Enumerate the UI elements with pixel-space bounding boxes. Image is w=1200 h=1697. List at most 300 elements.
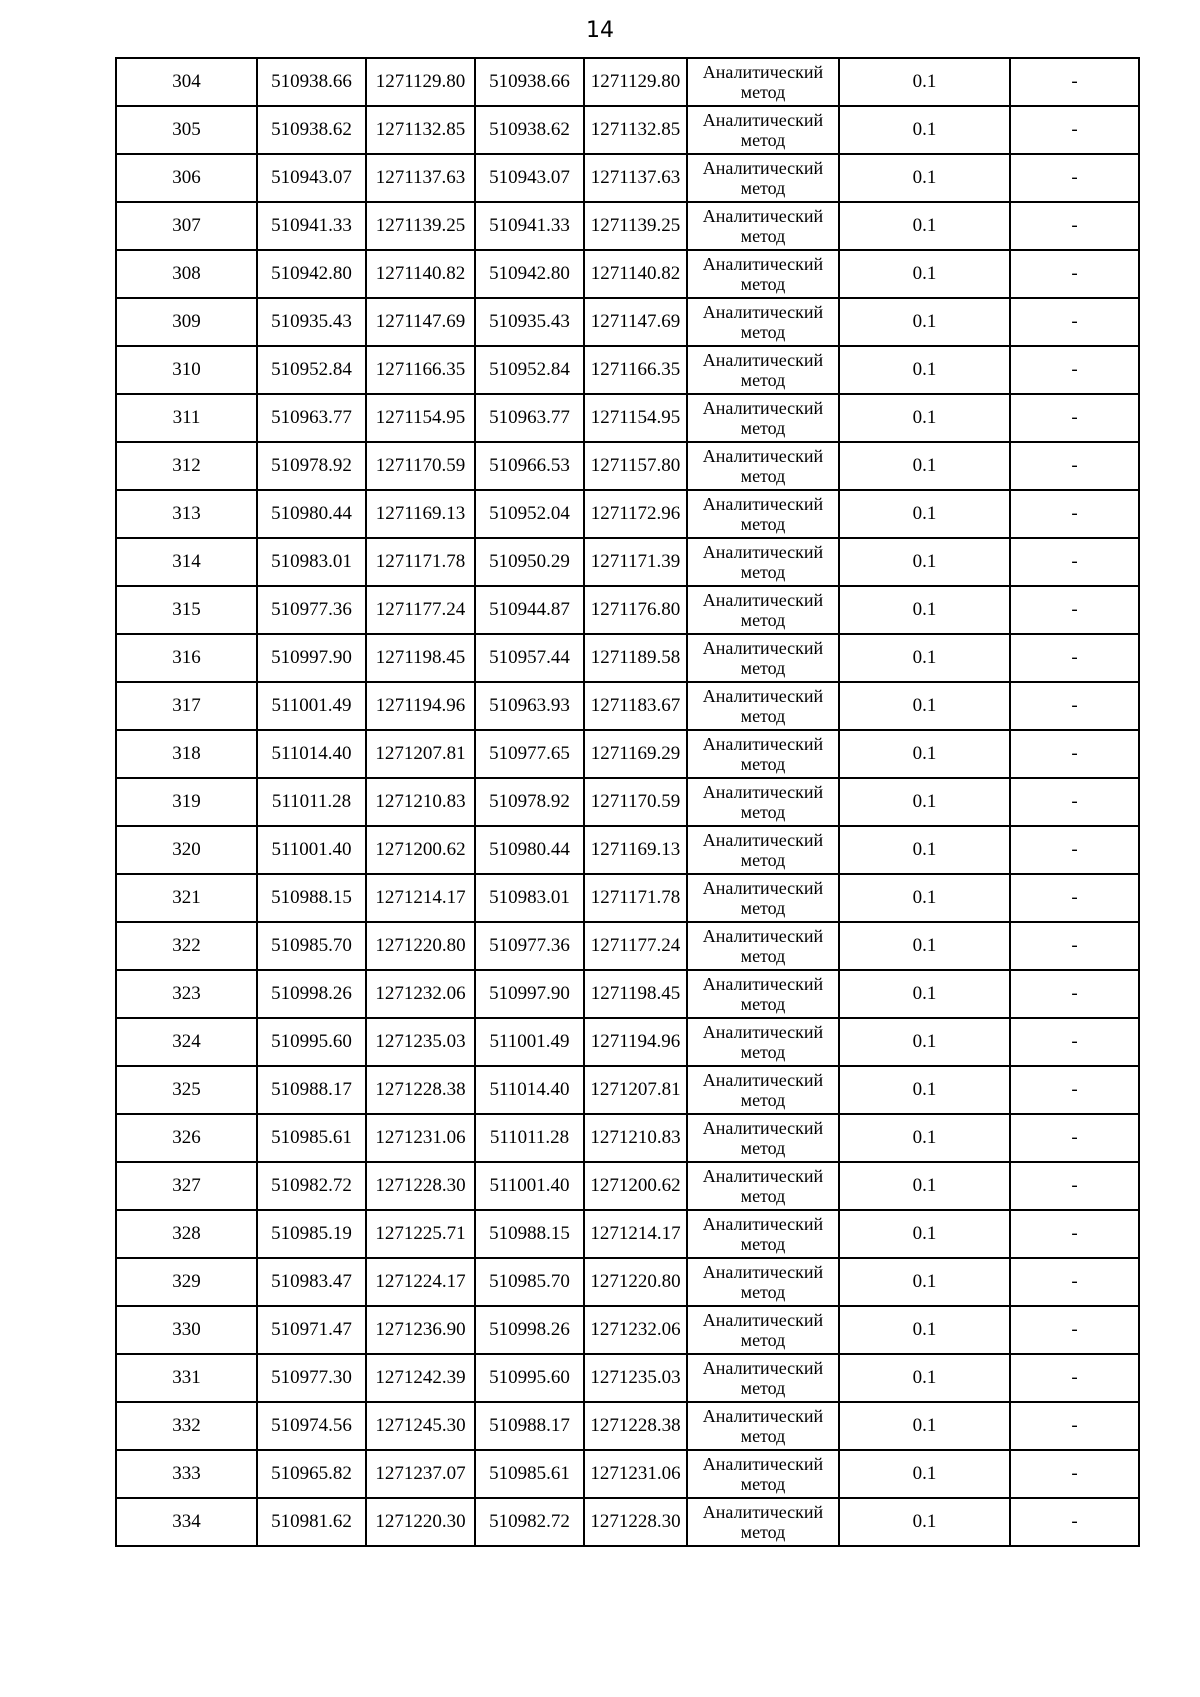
x2-cell: 510952.84: [475, 346, 584, 394]
y2-cell: 1271170.59: [584, 778, 687, 826]
note-cell: -: [1010, 586, 1139, 634]
coordinates-table-body: [116, 58, 1139, 1546]
method-cell: [687, 682, 839, 730]
note-cell: -: [1010, 826, 1139, 874]
x1-cell: 510971.47: [257, 1306, 366, 1354]
method-cell: [687, 58, 839, 106]
point-number-cell: 317: [116, 682, 257, 730]
method-line1: Аналитический: [702, 446, 824, 466]
method-line1: Аналитический: [702, 350, 824, 370]
accuracy-cell: 0.1: [839, 442, 1010, 490]
x2-cell: 510952.04: [475, 490, 584, 538]
y1-cell: 1271166.35: [366, 346, 475, 394]
method-line2: метод: [740, 1090, 786, 1110]
method-cell: [687, 442, 839, 490]
y2-cell: 1271232.06: [584, 1306, 687, 1354]
table-row: [116, 490, 1139, 538]
accuracy-cell: 0.1: [839, 778, 1010, 826]
accuracy-cell: 0.1: [839, 1498, 1010, 1546]
x2-cell: 510938.66: [475, 58, 584, 106]
method-line2: метод: [740, 706, 786, 726]
y2-cell: 1271228.30: [584, 1498, 687, 1546]
note-cell: -: [1010, 1066, 1139, 1114]
accuracy-cell: 0.1: [839, 682, 1010, 730]
table-row: [116, 1162, 1139, 1210]
accuracy-cell: 0.1: [839, 874, 1010, 922]
x1-cell: 510963.77: [257, 394, 366, 442]
y2-cell: 1271210.83: [584, 1114, 687, 1162]
y1-cell: 1271132.85: [366, 106, 475, 154]
note-cell: -: [1010, 1402, 1139, 1450]
table-row: [116, 778, 1139, 826]
y1-cell: 1271245.30: [366, 1402, 475, 1450]
method-line2: метод: [740, 322, 786, 342]
method-line1: Аналитический: [702, 254, 824, 274]
method-line1: Аналитический: [702, 782, 824, 802]
accuracy-cell: 0.1: [839, 1306, 1010, 1354]
x1-cell: 510985.61: [257, 1114, 366, 1162]
method-cell: [687, 202, 839, 250]
method-line1: Аналитический: [702, 1262, 824, 1282]
table-row: [116, 1402, 1139, 1450]
table-row: [116, 298, 1139, 346]
method-line2: метод: [740, 946, 786, 966]
x2-cell: 510966.53: [475, 442, 584, 490]
method-line1: Аналитический: [702, 1214, 824, 1234]
x2-cell: 510944.87: [475, 586, 584, 634]
x2-cell: 510957.44: [475, 634, 584, 682]
accuracy-cell: 0.1: [839, 1162, 1010, 1210]
method-cell: [687, 586, 839, 634]
method-line2: метод: [740, 802, 786, 822]
method-cell: [687, 1258, 839, 1306]
method-line1: Аналитический: [702, 1070, 824, 1090]
x1-cell: 510977.30: [257, 1354, 366, 1402]
table-row: [116, 586, 1139, 634]
y1-cell: 1271235.03: [366, 1018, 475, 1066]
method-line2: метод: [740, 130, 786, 150]
x1-cell: 511001.40: [257, 826, 366, 874]
x1-cell: 510981.62: [257, 1498, 366, 1546]
method-line1: Аналитический: [702, 830, 824, 850]
method-line1: Аналитический: [702, 302, 824, 322]
x2-cell: 510935.43: [475, 298, 584, 346]
y1-cell: 1271231.06: [366, 1114, 475, 1162]
y2-cell: 1271169.29: [584, 730, 687, 778]
table-row: [116, 202, 1139, 250]
x1-cell: 510983.01: [257, 538, 366, 586]
point-number-cell: 324: [116, 1018, 257, 1066]
x2-cell: 510942.80: [475, 250, 584, 298]
x1-cell: 510935.43: [257, 298, 366, 346]
method-line2: метод: [740, 850, 786, 870]
point-number-cell: 329: [116, 1258, 257, 1306]
accuracy-cell: 0.1: [839, 1450, 1010, 1498]
note-cell: -: [1010, 1498, 1139, 1546]
accuracy-cell: 0.1: [839, 1066, 1010, 1114]
point-number-cell: 305: [116, 106, 257, 154]
y1-cell: 1271140.82: [366, 250, 475, 298]
method-cell: [687, 1018, 839, 1066]
accuracy-cell: 0.1: [839, 1354, 1010, 1402]
x2-cell: 510941.33: [475, 202, 584, 250]
x2-cell: 510983.01: [475, 874, 584, 922]
method-cell: [687, 874, 839, 922]
method-cell: [687, 1306, 839, 1354]
x2-cell: 510982.72: [475, 1498, 584, 1546]
y2-cell: 1271220.80: [584, 1258, 687, 1306]
method-cell: [687, 1162, 839, 1210]
point-number-cell: 309: [116, 298, 257, 346]
method-cell: [687, 394, 839, 442]
accuracy-cell: 0.1: [839, 490, 1010, 538]
method-line1: Аналитический: [702, 974, 824, 994]
y1-cell: 1271224.17: [366, 1258, 475, 1306]
x1-cell: 511014.40: [257, 730, 366, 778]
y1-cell: 1271225.71: [366, 1210, 475, 1258]
method-cell: [687, 634, 839, 682]
x2-cell: 510988.15: [475, 1210, 584, 1258]
method-line2: метод: [740, 1522, 786, 1542]
table-row: [116, 1210, 1139, 1258]
x1-cell: 510997.90: [257, 634, 366, 682]
x1-cell: 510982.72: [257, 1162, 366, 1210]
x1-cell: 510980.44: [257, 490, 366, 538]
x2-cell: 510995.60: [475, 1354, 584, 1402]
note-cell: -: [1010, 490, 1139, 538]
method-cell: [687, 778, 839, 826]
x1-cell: 511001.49: [257, 682, 366, 730]
table-row: [116, 1018, 1139, 1066]
y1-cell: 1271154.95: [366, 394, 475, 442]
y1-cell: 1271200.62: [366, 826, 475, 874]
method-line2: метод: [740, 1186, 786, 1206]
y1-cell: 1271220.80: [366, 922, 475, 970]
accuracy-cell: 0.1: [839, 970, 1010, 1018]
point-number-cell: 331: [116, 1354, 257, 1402]
y2-cell: 1271154.95: [584, 394, 687, 442]
y2-cell: 1271176.80: [584, 586, 687, 634]
table-row: [116, 538, 1139, 586]
point-number-cell: 307: [116, 202, 257, 250]
x2-cell: 511014.40: [475, 1066, 584, 1114]
x2-cell: 510988.17: [475, 1402, 584, 1450]
method-line1: Аналитический: [702, 1310, 824, 1330]
table-row: [116, 1258, 1139, 1306]
y2-cell: 1271198.45: [584, 970, 687, 1018]
y1-cell: 1271129.80: [366, 58, 475, 106]
table-row: [116, 394, 1139, 442]
x1-cell: 510985.19: [257, 1210, 366, 1258]
method-cell: [687, 1210, 839, 1258]
y1-cell: 1271147.69: [366, 298, 475, 346]
method-line2: метод: [740, 466, 786, 486]
point-number-cell: 311: [116, 394, 257, 442]
note-cell: -: [1010, 1210, 1139, 1258]
table-row: [116, 1498, 1139, 1546]
note-cell: -: [1010, 202, 1139, 250]
point-number-cell: 316: [116, 634, 257, 682]
point-number-cell: 318: [116, 730, 257, 778]
table-row: [116, 826, 1139, 874]
point-number-cell: 313: [116, 490, 257, 538]
table-row: [116, 58, 1139, 106]
method-cell: [687, 346, 839, 394]
point-number-cell: 326: [116, 1114, 257, 1162]
accuracy-cell: 0.1: [839, 154, 1010, 202]
x2-cell: 510977.36: [475, 922, 584, 970]
method-line2: метод: [740, 1138, 786, 1158]
x2-cell: 510985.70: [475, 1258, 584, 1306]
method-line2: метод: [740, 1378, 786, 1398]
point-number-cell: 314: [116, 538, 257, 586]
method-cell: [687, 154, 839, 202]
x1-cell: 510983.47: [257, 1258, 366, 1306]
accuracy-cell: 0.1: [839, 1402, 1010, 1450]
x2-cell: 510963.77: [475, 394, 584, 442]
note-cell: -: [1010, 1162, 1139, 1210]
x2-cell: 510978.92: [475, 778, 584, 826]
note-cell: -: [1010, 874, 1139, 922]
x1-cell: 510995.60: [257, 1018, 366, 1066]
y2-cell: 1271132.85: [584, 106, 687, 154]
accuracy-cell: 0.1: [839, 1018, 1010, 1066]
table-row: [116, 250, 1139, 298]
point-number-cell: 333: [116, 1450, 257, 1498]
y2-cell: 1271129.80: [584, 58, 687, 106]
method-line1: Аналитический: [702, 62, 824, 82]
method-cell: [687, 1114, 839, 1162]
method-cell: [687, 106, 839, 154]
method-line2: метод: [740, 994, 786, 1014]
method-line1: Аналитический: [702, 1454, 824, 1474]
method-line2: метод: [740, 898, 786, 918]
y2-cell: 1271171.78: [584, 874, 687, 922]
method-line2: метод: [740, 418, 786, 438]
table-row: [116, 1354, 1139, 1402]
point-number-cell: 319: [116, 778, 257, 826]
method-cell: [687, 1450, 839, 1498]
y1-cell: 1271139.25: [366, 202, 475, 250]
note-cell: -: [1010, 1450, 1139, 1498]
accuracy-cell: 0.1: [839, 1114, 1010, 1162]
method-cell: [687, 922, 839, 970]
method-cell: [687, 1402, 839, 1450]
x1-cell: 510965.82: [257, 1450, 366, 1498]
point-number-cell: 321: [116, 874, 257, 922]
method-line1: Аналитический: [702, 206, 824, 226]
note-cell: -: [1010, 1114, 1139, 1162]
y1-cell: 1271232.06: [366, 970, 475, 1018]
note-cell: -: [1010, 1354, 1139, 1402]
method-cell: [687, 970, 839, 1018]
y1-cell: 1271194.96: [366, 682, 475, 730]
x1-cell: 510978.92: [257, 442, 366, 490]
y2-cell: 1271140.82: [584, 250, 687, 298]
y1-cell: 1271242.39: [366, 1354, 475, 1402]
method-cell: [687, 1354, 839, 1402]
y1-cell: 1271228.30: [366, 1162, 475, 1210]
table-row: [116, 1306, 1139, 1354]
note-cell: -: [1010, 58, 1139, 106]
y2-cell: 1271177.24: [584, 922, 687, 970]
point-number-cell: 325: [116, 1066, 257, 1114]
method-line2: метод: [740, 370, 786, 390]
table-row: [116, 1450, 1139, 1498]
page-number: 14: [586, 18, 614, 43]
accuracy-cell: 0.1: [839, 538, 1010, 586]
y2-cell: 1271169.13: [584, 826, 687, 874]
x1-cell: 510977.36: [257, 586, 366, 634]
x2-cell: 511001.40: [475, 1162, 584, 1210]
method-line2: метод: [740, 1330, 786, 1350]
table-row: [116, 1066, 1139, 1114]
note-cell: -: [1010, 154, 1139, 202]
x2-cell: 510997.90: [475, 970, 584, 1018]
y2-cell: 1271189.58: [584, 634, 687, 682]
method-line2: метод: [740, 562, 786, 582]
y1-cell: 1271207.81: [366, 730, 475, 778]
point-number-cell: 323: [116, 970, 257, 1018]
note-cell: -: [1010, 346, 1139, 394]
y1-cell: 1271214.17: [366, 874, 475, 922]
y2-cell: 1271231.06: [584, 1450, 687, 1498]
accuracy-cell: 0.1: [839, 586, 1010, 634]
point-number-cell: 332: [116, 1402, 257, 1450]
method-line1: Аналитический: [702, 1166, 824, 1186]
note-cell: -: [1010, 970, 1139, 1018]
x2-cell: 511001.49: [475, 1018, 584, 1066]
method-line2: метод: [740, 1042, 786, 1062]
point-number-cell: 322: [116, 922, 257, 970]
x2-cell: 510943.07: [475, 154, 584, 202]
method-line2: метод: [740, 226, 786, 246]
note-cell: -: [1010, 394, 1139, 442]
accuracy-cell: 0.1: [839, 346, 1010, 394]
accuracy-cell: 0.1: [839, 730, 1010, 778]
y1-cell: 1271170.59: [366, 442, 475, 490]
y2-cell: 1271235.03: [584, 1354, 687, 1402]
method-line1: Аналитический: [702, 590, 824, 610]
x2-cell: 510938.62: [475, 106, 584, 154]
y2-cell: 1271172.96: [584, 490, 687, 538]
method-line1: Аналитический: [702, 926, 824, 946]
y1-cell: 1271210.83: [366, 778, 475, 826]
method-line1: Аналитический: [702, 158, 824, 178]
method-line1: Аналитический: [702, 686, 824, 706]
y1-cell: 1271236.90: [366, 1306, 475, 1354]
method-cell: [687, 490, 839, 538]
method-line1: Аналитический: [702, 638, 824, 658]
note-cell: -: [1010, 922, 1139, 970]
note-cell: -: [1010, 250, 1139, 298]
method-cell: [687, 1498, 839, 1546]
y2-cell: 1271228.38: [584, 1402, 687, 1450]
point-number-cell: 310: [116, 346, 257, 394]
x1-cell: 510985.70: [257, 922, 366, 970]
x2-cell: 510963.93: [475, 682, 584, 730]
table-row: [116, 922, 1139, 970]
y2-cell: 1271139.25: [584, 202, 687, 250]
x1-cell: 510974.56: [257, 1402, 366, 1450]
point-number-cell: 308: [116, 250, 257, 298]
note-cell: -: [1010, 778, 1139, 826]
table-row: [116, 874, 1139, 922]
point-number-cell: 334: [116, 1498, 257, 1546]
coordinates-table: [115, 57, 1140, 1547]
note-cell: -: [1010, 1306, 1139, 1354]
table-row: [116, 682, 1139, 730]
method-line1: Аналитический: [702, 110, 824, 130]
x1-cell: 510988.17: [257, 1066, 366, 1114]
point-number-cell: 312: [116, 442, 257, 490]
note-cell: -: [1010, 730, 1139, 778]
point-number-cell: 330: [116, 1306, 257, 1354]
accuracy-cell: 0.1: [839, 922, 1010, 970]
y2-cell: 1271214.17: [584, 1210, 687, 1258]
table-row: [116, 634, 1139, 682]
method-cell: [687, 1066, 839, 1114]
method-line1: Аналитический: [702, 878, 824, 898]
accuracy-cell: 0.1: [839, 1210, 1010, 1258]
table-row: [116, 346, 1139, 394]
x1-cell: 510941.33: [257, 202, 366, 250]
y1-cell: 1271137.63: [366, 154, 475, 202]
x1-cell: 510942.80: [257, 250, 366, 298]
accuracy-cell: 0.1: [839, 298, 1010, 346]
x1-cell: 510938.66: [257, 58, 366, 106]
method-line2: метод: [740, 1234, 786, 1254]
point-number-cell: 306: [116, 154, 257, 202]
point-number-cell: 320: [116, 826, 257, 874]
table-row: [116, 730, 1139, 778]
method-cell: [687, 538, 839, 586]
y2-cell: 1271147.69: [584, 298, 687, 346]
note-cell: -: [1010, 682, 1139, 730]
note-cell: -: [1010, 634, 1139, 682]
accuracy-cell: 0.1: [839, 106, 1010, 154]
y1-cell: 1271228.38: [366, 1066, 475, 1114]
table-row: [116, 1114, 1139, 1162]
y1-cell: 1271220.30: [366, 1498, 475, 1546]
method-line2: метод: [740, 658, 786, 678]
accuracy-cell: 0.1: [839, 826, 1010, 874]
y2-cell: 1271166.35: [584, 346, 687, 394]
method-line2: метод: [740, 82, 786, 102]
x2-cell: 510985.61: [475, 1450, 584, 1498]
y1-cell: 1271171.78: [366, 538, 475, 586]
x2-cell: 510998.26: [475, 1306, 584, 1354]
method-line2: метод: [740, 1426, 786, 1446]
accuracy-cell: 0.1: [839, 58, 1010, 106]
y2-cell: 1271157.80: [584, 442, 687, 490]
table-row: [116, 106, 1139, 154]
note-cell: -: [1010, 298, 1139, 346]
y2-cell: 1271137.63: [584, 154, 687, 202]
accuracy-cell: 0.1: [839, 1258, 1010, 1306]
table-row: [116, 154, 1139, 202]
accuracy-cell: 0.1: [839, 202, 1010, 250]
table-row: [116, 442, 1139, 490]
point-number-cell: 304: [116, 58, 257, 106]
x1-cell: 510988.15: [257, 874, 366, 922]
point-number-cell: 328: [116, 1210, 257, 1258]
x2-cell: 510950.29: [475, 538, 584, 586]
note-cell: -: [1010, 442, 1139, 490]
y2-cell: 1271200.62: [584, 1162, 687, 1210]
x1-cell: 510938.62: [257, 106, 366, 154]
y1-cell: 1271169.13: [366, 490, 475, 538]
